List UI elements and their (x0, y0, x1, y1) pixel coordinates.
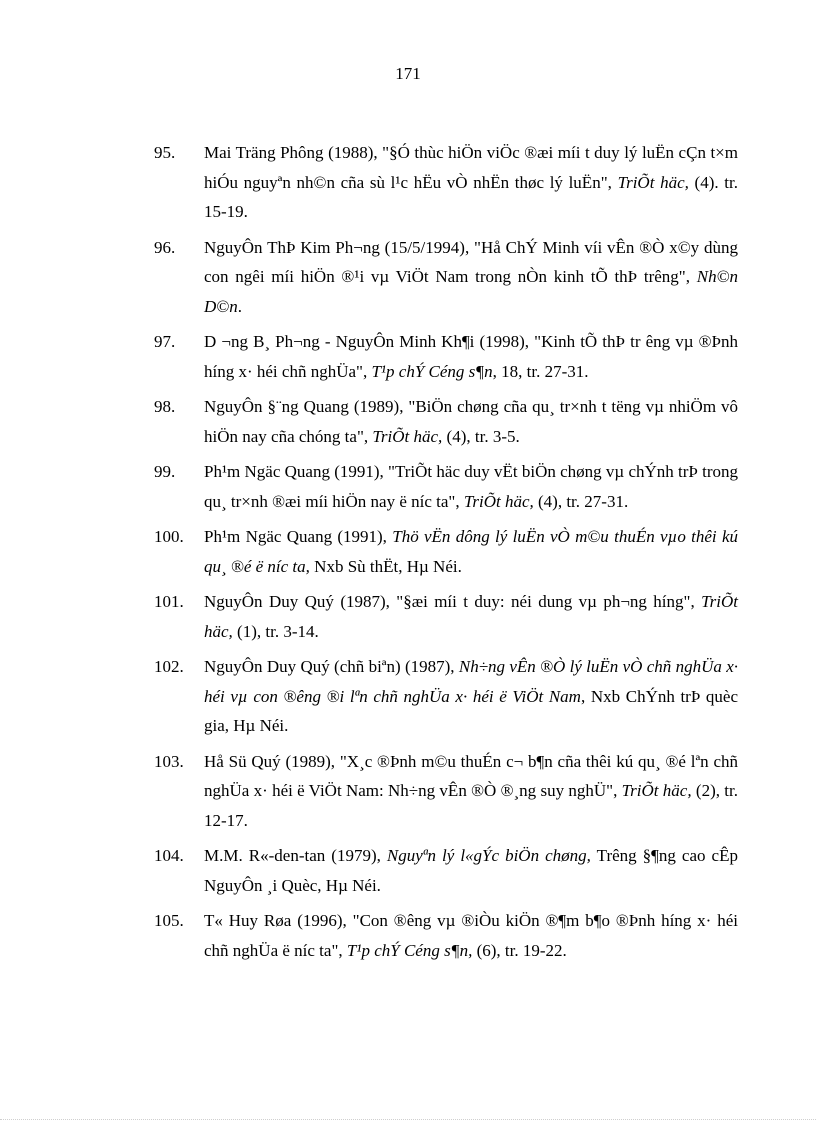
reference-text: Hå Sü Quý (1989), "X¸c ®Þnh m©u thuÉn c¬ b¶n cña thêi kú qu¸ ®é lªn chñ nghÜa x· héi ë ViÖt Nam: Nh÷ng vÊn ®Ò ®¸ng suy nghÜ", (204, 751, 738, 800)
reference-number: 104. (154, 846, 184, 865)
reference-text: M.M. R«-den-tan (1979), (204, 846, 387, 865)
reference-details: , Nxb ChÝnh trÞ quèc gia, Hµ Néi. (204, 686, 739, 735)
reference-details: (2), tr. 12-17. (204, 781, 738, 830)
reference-entry (154, 327, 738, 386)
reference-number: 105. (154, 911, 184, 930)
reference-text: NguyÔn §¨ng Quang (1989), "BiÖn chøng cña qu¸ tr×nh t tëng vµ nhiÖm vô hiÖn nay cña chóng ta", (204, 397, 738, 446)
reference-details: Trêng §¶ng cao cÊp NguyÔn ¸i Quèc, Hµ Néi. (204, 846, 738, 895)
reference-source-title: TriÕt häc, (204, 592, 738, 641)
reference-number: 97. (154, 332, 176, 351)
reference-entry (154, 522, 738, 581)
reference-number: 99. (154, 462, 176, 481)
reference-list (154, 138, 738, 971)
reference-number: 96. (154, 237, 176, 257)
reference-entry (154, 841, 738, 900)
reference-entry (154, 457, 738, 516)
reference-text: Ph¹m Ngäc Quang (1991), (204, 527, 393, 546)
reference-text: Ph¹m Ngäc Quang (1991), "TriÕt häc duy vËt biÖn chøng vµ chÝnh trÞ trong qu¸ tr×nh ®æi míi hiÖn nay ë níc ta", (204, 462, 738, 511)
reference-source-title: TriÕt häc, (463, 491, 534, 511)
reference-text: NguyÔn Duy Quý (chñ biªn) (1987), (204, 657, 459, 676)
reference-source-title: Nh÷ng vÊn ®Ò lý luËn vÒ chñ nghÜa x· héi vµ con ®êng ®i lªn chñ nghÜa x· héi ë ViÖt Nam (204, 657, 738, 706)
reference-details: Nxb Sù thËt, Hµ Néi. (309, 556, 462, 576)
reference-text: NguyÔn ThÞ Kim Ph¬ng (15/5/1994), "Hå ChÝ Minh víi vÊn ®Ò x©y dùng con ngêi míi hiÖn ®¹i vµ ViÖt Nam trong nÒn kinh tÕ thÞ trêng", (204, 237, 738, 286)
reference-details: (4), tr. 3-5. (442, 426, 520, 446)
reference-details: , 18, tr. 27-31. (492, 361, 589, 381)
reference-source-title: T¹p chÝ Céng s¶n, (346, 940, 473, 960)
reference-entry (154, 138, 738, 227)
reference-entry (154, 233, 738, 322)
reference-text: Mai Träng Phông (1988), "§Ó thùc hiÖn viÖc ®æi míi t duy lý luËn cÇn t×m hiÓu nguyªn nh©n cña sù l¹c hËu vÒ nhËn thøc lý luËn", (204, 143, 738, 192)
reference-details: (4). tr. 15-19. (204, 172, 738, 221)
reference-number: 98. (154, 397, 176, 416)
reference-number: 101. (154, 592, 184, 611)
reference-entry (154, 652, 738, 741)
reference-number: 95. (154, 143, 176, 162)
page-number: 171 (395, 64, 421, 83)
reference-text: T« Huy Røa (1996), "Con ®êng vµ ®iÒu kiÖn ®¶m b¶o ®Þnh híng x· héi chñ nghÜa ë níc ta", (204, 911, 738, 960)
reference-number: 102. (154, 657, 184, 676)
reference-source-title: Nh©n D©n (204, 267, 738, 316)
reference-source-title: T¹p chÝ Céng s¶n (371, 361, 493, 381)
reference-details: (1), tr. 3-14. (232, 621, 319, 641)
reference-entry (154, 587, 738, 646)
reference-source-title: Thö vËn dông lý luËn vÒ m©u thuÉn vµo thêi kú qu¸ ®é ë níc ta, (204, 527, 738, 576)
reference-number: 103. (154, 751, 184, 771)
reference-entry (154, 392, 738, 451)
reference-entry (154, 906, 738, 965)
reference-source-title: TriÕt häc, (617, 172, 689, 192)
reference-details: . (237, 296, 242, 316)
reference-details: (6), tr. 19-22. (472, 940, 567, 960)
reference-source-title: TriÕt häc, (372, 426, 443, 446)
reference-text: NguyÔn Duy Quý (1987), "§æi míi t duy: néi dung vµ ph¬ng híng", (204, 592, 702, 611)
reference-text: D ¬ng B¸ Ph¬ng - NguyÔn Minh Kh¶i (1998), "Kinh tÕ thÞ tr êng vµ ®Þnh híng x· héi chñ nghÜa", (204, 332, 738, 381)
reference-source-title: TriÕt häc, (621, 781, 692, 800)
page-bottom-rule (0, 1119, 816, 1120)
reference-source-title: Nguyªn lý l«gÝc biÖn chøng, (386, 846, 591, 865)
reference-number: 100. (154, 527, 184, 546)
reference-entry (154, 747, 738, 836)
reference-details: (4), tr. 27-31. (533, 491, 629, 511)
